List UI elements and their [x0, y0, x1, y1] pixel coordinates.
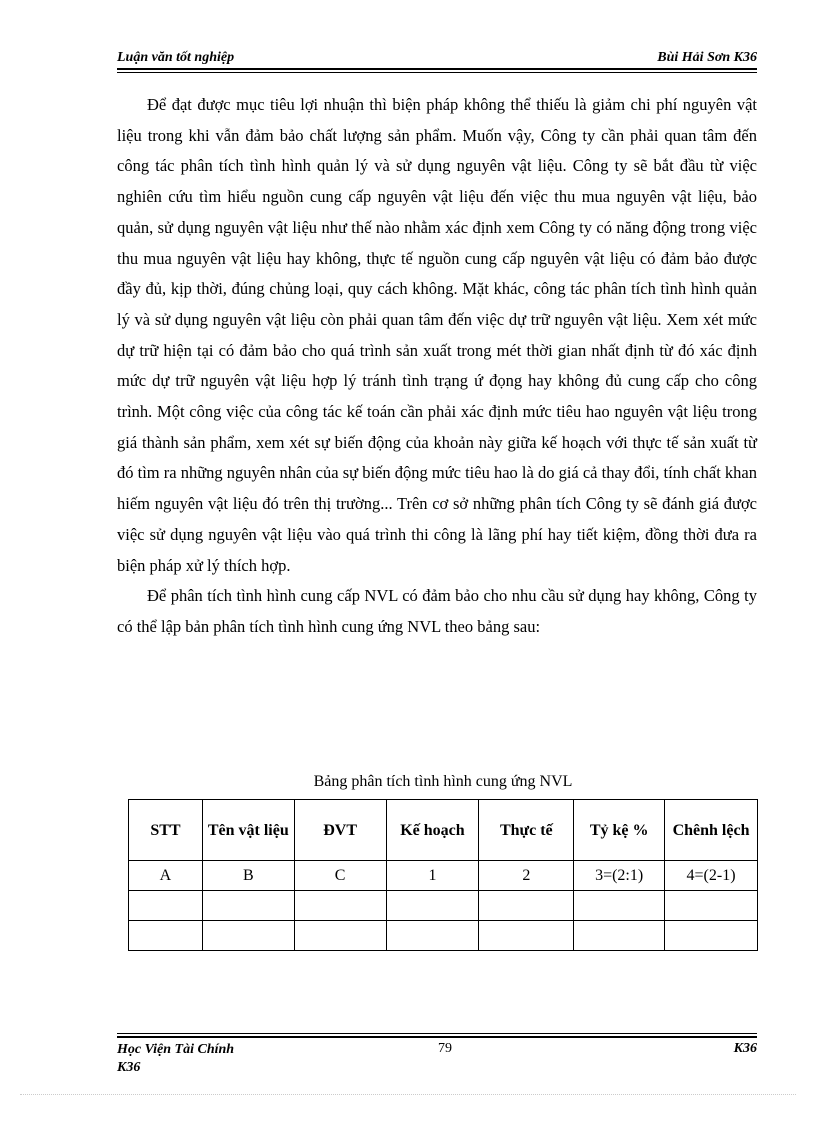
- header-cell-difference: Chênh lệch: [665, 800, 758, 861]
- table-cell: [574, 891, 665, 921]
- footer-institution: [117, 1041, 234, 1077]
- table-cell: [479, 891, 574, 921]
- table-caption: Bảng phân tích tình hình cung ứng NVL: [313, 773, 573, 790]
- footer-rule-thick: [117, 1036, 757, 1038]
- table-row: [129, 861, 758, 891]
- footer-rule-thin: [117, 1033, 757, 1034]
- footer-institution-class: K36: [117, 1060, 141, 1075]
- table-cell: 4=(2-1): [665, 861, 758, 891]
- table-cell: [574, 921, 665, 951]
- table-row: [129, 891, 758, 921]
- table-cell: 3=(2:1): [574, 861, 665, 891]
- table-cell: [202, 891, 294, 921]
- table-cell: 1: [386, 861, 479, 891]
- table-cell: [129, 921, 203, 951]
- table-cell: [202, 921, 294, 951]
- header-cell-material-name: Tên vật liệu: [202, 800, 294, 861]
- table-cell: B: [202, 861, 294, 891]
- table-cell: [479, 921, 574, 951]
- header-rule-thick: [117, 68, 757, 70]
- header-rule-thin: [117, 72, 757, 73]
- paragraph-2: Để phân tích tình hình cung cấp NVL có đảm bảo cho nhu cầu sử dụng hay không, Công ty có thể lập bản phân tích tình hình cung ứng NVL theo bảng sau:: [117, 586, 757, 636]
- header-author: Bùi Hải Sơn K36: [657, 50, 757, 65]
- footer-class: K36: [733, 1041, 757, 1056]
- header-cell-plan: Kế hoạch: [386, 800, 479, 861]
- header-cell-stt: STT: [129, 800, 203, 861]
- page-number: 79: [438, 1041, 452, 1056]
- supply-analysis-table: [128, 799, 758, 951]
- table-cell: C: [294, 861, 386, 891]
- header-cell-ratio: Tỷ kệ %: [574, 800, 665, 861]
- table-cell: [129, 891, 203, 921]
- header-thesis-label: Luận văn tốt nghiệp: [117, 50, 235, 65]
- page-header: [117, 48, 757, 68]
- body-text: [117, 90, 757, 643]
- footer-institution-name: Học Viện Tài Chính: [117, 1042, 235, 1057]
- table-cell: [294, 921, 386, 951]
- header-cell-actual: Thực tế: [479, 800, 574, 861]
- table-cell: [665, 891, 758, 921]
- table-cell: [386, 891, 479, 921]
- page-bottom-dotted-line: [20, 1094, 796, 1095]
- header-cell-unit: ĐVT: [294, 800, 386, 861]
- paragraph-1: Để đạt được mục tiêu lợi nhuận thì biện pháp không thể thiếu là giảm chi phí nguyên vật liệu trong khi vẫn đảm bảo chất lượng sản phẩm. Muốn vậy, Công ty cần phải quan tâm đến công tác phân tích tình hình quản lý và sử dụng nguyên vật liệu. Công ty sẽ bắt đầu từ việc nghiên cứu tìm hiểu nguồn cung cấp nguyên vật liệu đến việc thu mua nguyên vật liệu, bảo quản, sử dụng nguyên vật liệu như thế nào nhằm xác định xem Công ty có năng động trong việc thu mua nguyên vật liệu hay không, thực tế nguồn cung cấp nguyên vật liệu có đảm bảo được đầy đủ, kịp thời, đúng chủng loại, quy cách không. Mặt khác, công tác phân tích tình hình quản lý và sử dụng nguyên vật liệu còn phải quan tâm đến việc dự trữ nguyên vật liệu. Xem xét mức dự trữ hiện tại có đảm bảo cho quá trình sản xuất trong mét thời gian nhất định từ đó xác định mức dự trữ nguyên vật liệu hợp lý tránh tình trạng ứ đọng hay không đủ cung cấp cho công trình. Một công việc của công tác kế toán cần phải xác định mức tiêu hao nguyên vật liệu trong giá thành sản phẩm, xem xét sự biến động của khoản này giữa kế hoạch với thực tế sản xuất từ đó tìm ra những nguyên nhân của sự biến động mức tiêu hao là do giá cả thay đổi, tính chất khan hiếm nguyên vật liệu đó trên thị trường... Trên cơ sở những phân tích Công ty sẽ đánh giá được việc sử dụng nguyên vật liệu vào quá trình thi công là lãng phí hay tiết kiệm, đồng thời đưa ra biện pháp xử lý thích hợp.: [117, 95, 757, 575]
- table-cell: [294, 891, 386, 921]
- table-cell: [665, 921, 758, 951]
- page-footer: [117, 1039, 757, 1079]
- table-cell: 2: [479, 861, 574, 891]
- table-cell: [386, 921, 479, 951]
- table-header-row: [129, 800, 758, 861]
- table-cell: A: [129, 861, 203, 891]
- table-row: [129, 921, 758, 951]
